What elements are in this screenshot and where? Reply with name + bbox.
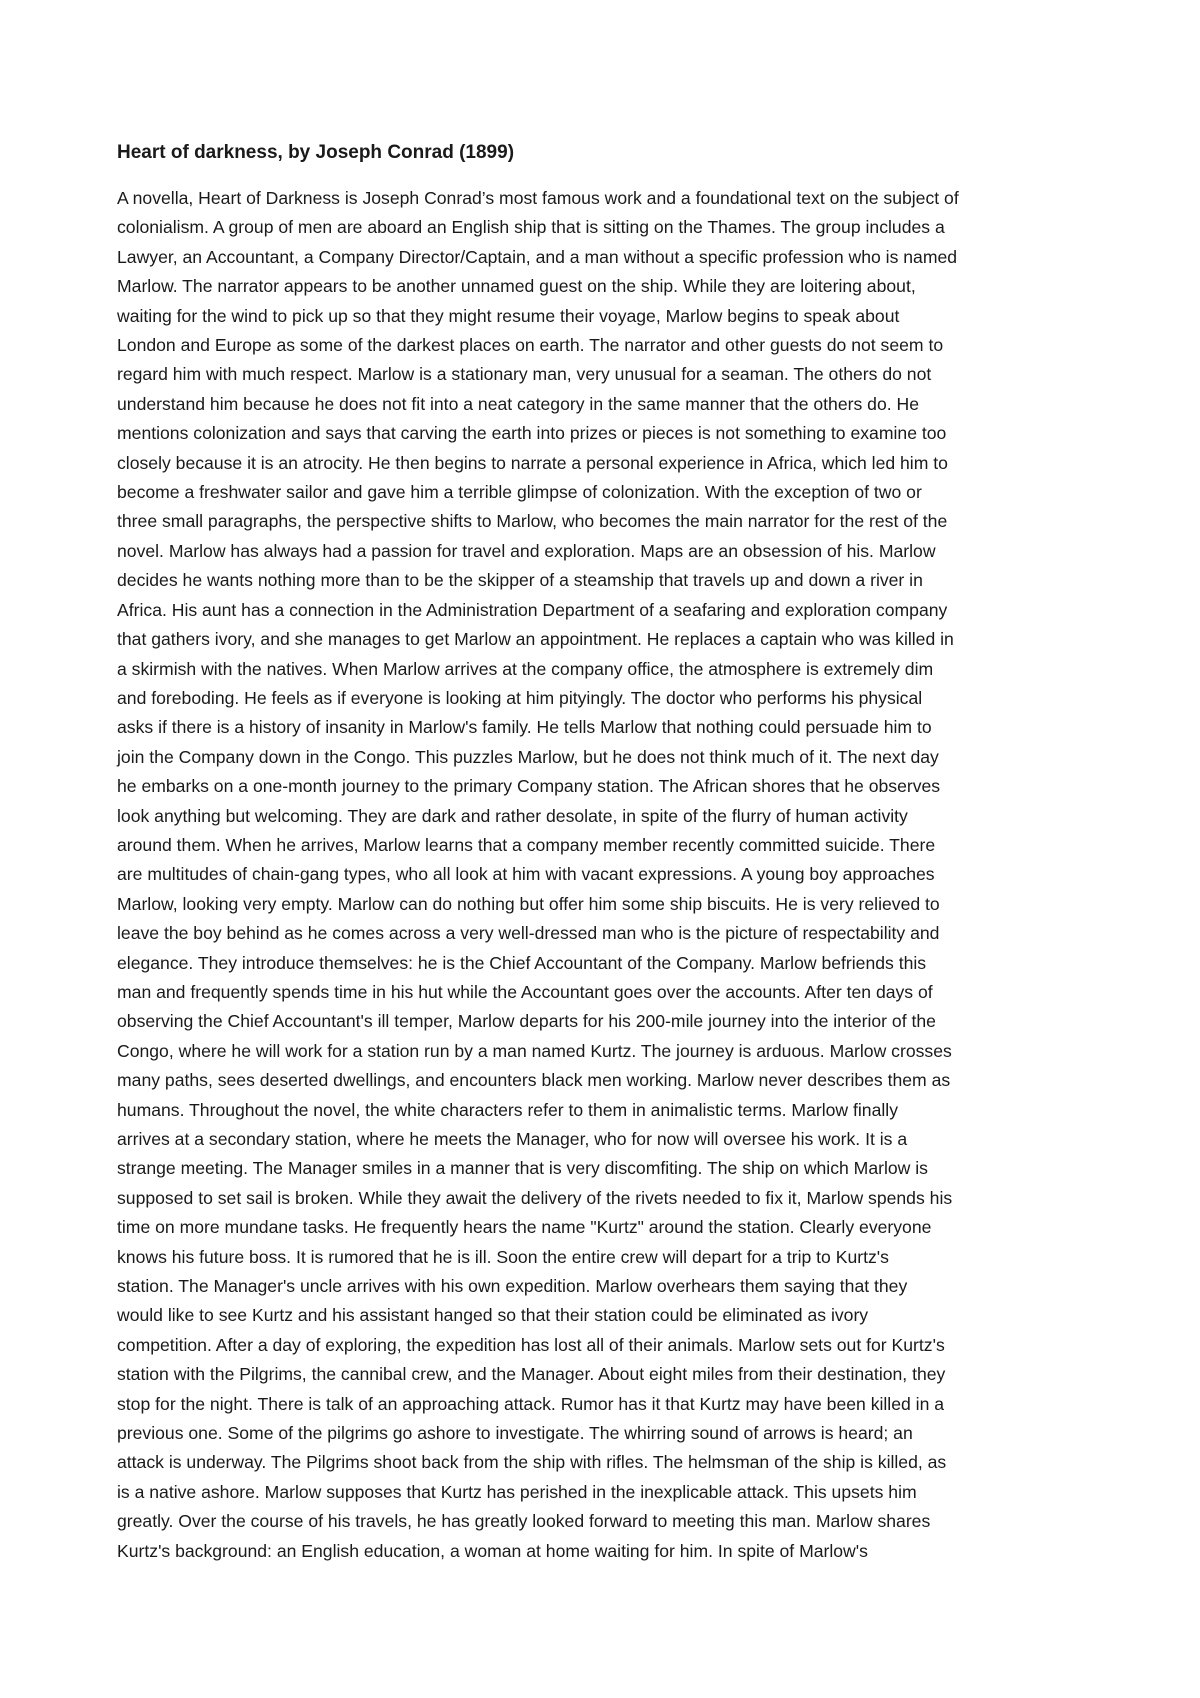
body-line: attack is underway. The Pilgrims shoot back from the ship with rifles. The helmsman of the ship is killed, as — [117, 1452, 947, 1473]
body-line: strange meeting. The Manager smiles in a manner that is very discomfiting. The ship on which Marlow is — [117, 1158, 928, 1179]
body-line: Congo, where he will work for a station run by a man named Kurtz. The journey is arduous. Marlow crosses — [117, 1040, 952, 1061]
body-line: station with the Pilgrims, the cannibal crew, and the Manager. About eight miles from their destination, they — [117, 1364, 946, 1385]
body-line: asks if there is a history of insanity in Marlow's family. He tells Marlow that nothing could persuade him to — [117, 717, 932, 738]
body-line: understand him because he does not fit into a neat category in the same manner that the others do. He — [117, 393, 919, 414]
body-line: A novella, Heart of Darkness is Joseph Conrad’s most famous work and a foundational text on the subject of — [117, 188, 959, 208]
document-body — [117, 184, 1097, 1566]
body-line: Kurtz's background: an English education, a woman at home waiting for him. In spite of Marlow's — [117, 1540, 868, 1561]
body-line: Marlow. The narrator appears to be another unnamed guest on the ship. While they are loitering about, — [117, 276, 916, 297]
body-line: many paths, sees deserted dwellings, and encounters black men working. Marlow never describes them as — [117, 1070, 951, 1091]
body-line: around them. When he arrives, Marlow learns that a company member recently committed suicide. There — [117, 834, 936, 855]
body-line: Lawyer, an Accountant, a Company Director/Captain, and a man without a specific profession who is named — [117, 246, 958, 267]
document-content — [117, 138, 1097, 1566]
body-line: a skirmish with the natives. When Marlow arrives at the company office, the atmosphere is extremely dim — [117, 658, 934, 679]
body-line: time on more mundane tasks. He frequently hears the name "Kurtz" around the station. Clearly everyone — [117, 1217, 932, 1238]
body-line: join the Company down in the Congo. This puzzles Marlow, but he does not think much of it. The next day — [117, 746, 939, 767]
body-line: humans. Throughout the novel, the white characters refer to them in animalistic terms. Marlow finally — [117, 1099, 898, 1120]
body-line: greatly. Over the course of his travels, he has greatly looked forward to meeting this man. Marlow shares — [117, 1511, 931, 1532]
body-line: waiting for the wind to pick up so that they might resume their voyage, Marlow begins to speak about — [117, 305, 900, 326]
body-line: London and Europe as some of the darkest places on earth. The narrator and other guests do not seem to — [117, 335, 944, 356]
body-line: Africa. His aunt has a connection in the Administration Department of a seafaring and exploration company — [117, 599, 948, 620]
body-line: stop for the night. There is talk of an approaching attack. Rumor has it that Kurtz may have been killed in a — [117, 1393, 945, 1414]
body-line: he embarks on a one-month journey to the primary Company station. The African shores that he observes — [117, 776, 941, 797]
body-line: and foreboding. He feels as if everyone is looking at him pityingly. The doctor who performs his physical — [117, 687, 923, 708]
body-line: three small paragraphs, the perspective shifts to Marlow, who becomes the main narrator for the rest of the — [117, 511, 948, 532]
body-line: observing the Chief Accountant's ill temper, Marlow departs for his 200-mile journey into the interior of the — [117, 1011, 936, 1032]
body-line: Marlow, looking very empty. Marlow can do nothing but offer him some ship biscuits. He is very relieved to — [117, 893, 940, 914]
body-line: is a native ashore. Marlow supposes that Kurtz has perished in the inexplicable attack. This upsets him — [117, 1481, 917, 1502]
body-line: novel. Marlow has always had a passion for travel and exploration. Maps are an obsession of his. Marlow — [117, 540, 936, 561]
body-line: are multitudes of chain-gang types, who all look at him with vacant expressions. A young boy approaches — [117, 864, 935, 885]
body-line: previous one. Some of the pilgrims go ashore to investigate. The whirring sound of arrows is heard; an — [117, 1423, 913, 1444]
body-line: competition. After a day of exploring, the expedition has lost all of their animals. Marlow sets out for Kurtz's — [117, 1334, 945, 1355]
body-line: supposed to set sail is broken. While they await the delivery of the rivets needed to fix it, Marlow spends his — [117, 1187, 953, 1208]
body-line: man and frequently spends time in his hut while the Accountant goes over the accounts. After ten days of — [117, 981, 933, 1002]
body-line: that gathers ivory, and she manages to get Marlow an appointment. He replaces a captain who was killed in — [117, 629, 954, 650]
document-title: Heart of darkness, by Joseph Conrad (1899) — [117, 142, 515, 163]
body-line: look anything but welcoming. They are dark and rather desolate, in spite of the flurry of human activity — [117, 805, 908, 826]
body-line: elegance. They introduce themselves: he is the Chief Accountant of the Company. Marlow befriends this — [117, 952, 927, 973]
body-line: closely because it is an atrocity. He then begins to narrate a personal experience in Africa, which led him to — [117, 452, 948, 473]
body-line: colonialism. A group of men are aboard an English ship that is sitting on the Thames. The group includes a — [117, 217, 945, 238]
body-line: regard him with much respect. Marlow is a stationary man, very unusual for a seaman. The others do not — [117, 364, 932, 385]
body-line: arrives at a secondary station, where he meets the Manager, who for now will oversee his work. It is a — [117, 1129, 908, 1149]
body-line: knows his future boss. It is rumored that he is ill. Soon the entire crew will depart for a trip to Kurtz's — [117, 1246, 889, 1267]
body-line: become a freshwater sailor and gave him a terrible glimpse of colonization. With the exception of two or — [117, 482, 922, 503]
body-line: mentions colonization and says that carving the earth into prizes or pieces is not something to examine too — [117, 423, 947, 444]
body-line: leave the boy behind as he comes across a very well-dressed man who is the picture of respectability and — [117, 923, 940, 944]
body-line: would like to see Kurtz and his assistant hanged so that their station could be eliminated as ivory — [117, 1305, 869, 1326]
body-line: decides he wants nothing more than to be the skipper of a steamship that travels up and down a river in — [117, 570, 923, 591]
body-line: station. The Manager's uncle arrives with his own expedition. Marlow overhears them saying that they — [117, 1276, 908, 1297]
